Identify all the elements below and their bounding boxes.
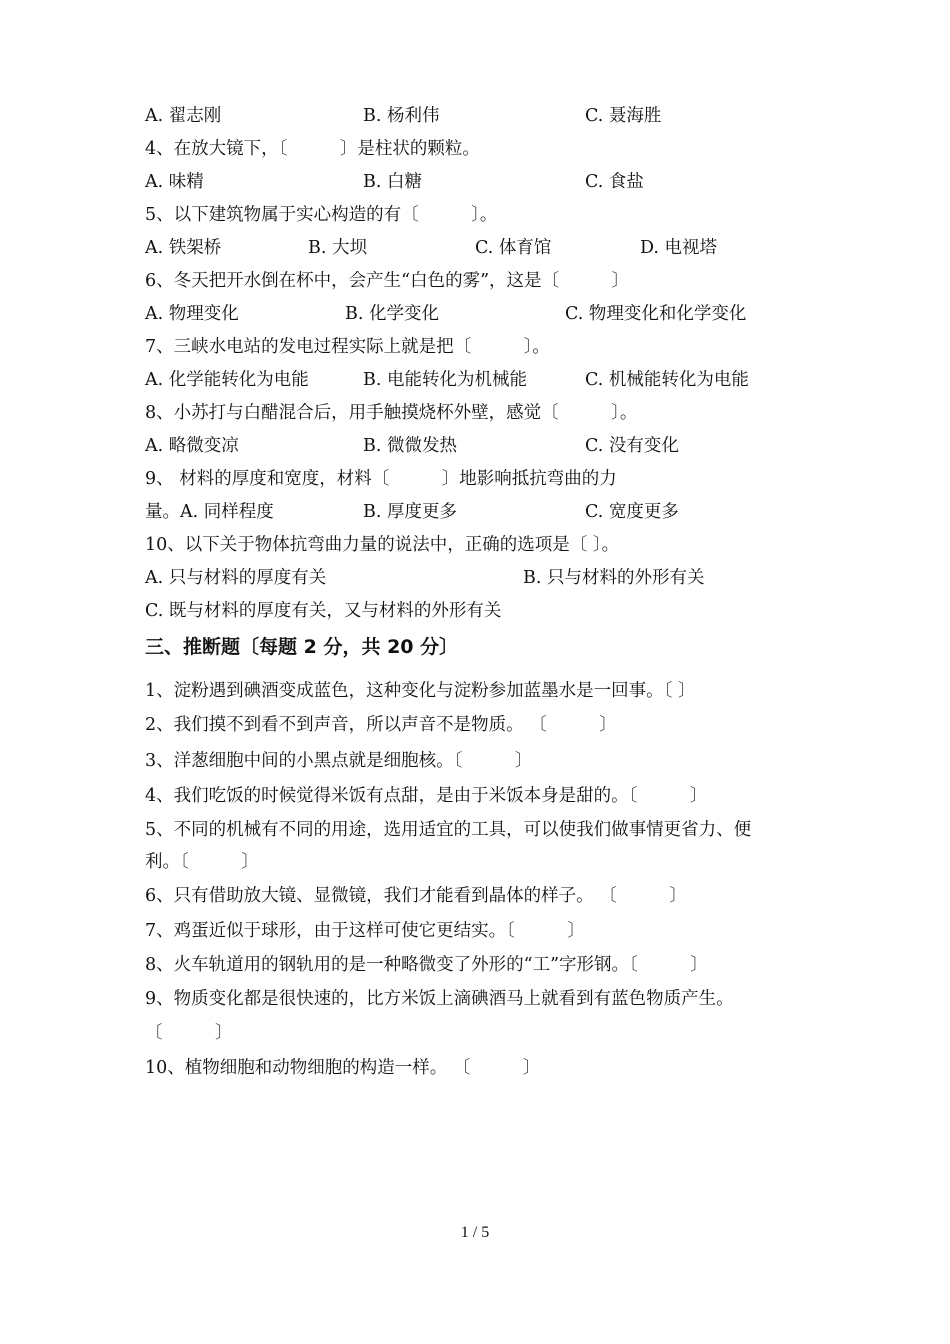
judgment-item-5-line1: 5、不同的机械有不同的用途，选用适宜的工具，可以使我们做事情更省力、便 xyxy=(145,820,752,840)
q3-option-c: C. 聂海胜 xyxy=(585,106,662,126)
q4-option-c: C. 食盐 xyxy=(585,172,644,192)
q6-option-a: A. 物理变化 xyxy=(145,304,239,324)
judgment-item-8: 8、火车轨道用的钢轨用的是一种略微变了外形的“工”字形钢。〔 〕 xyxy=(145,955,708,975)
section-3-heading: 三、推断题〔每题 2 分，共 20 分〕 xyxy=(145,636,459,658)
q7-question: 7、三峡水电站的发电过程实际上就是把〔 〕。 xyxy=(145,337,550,357)
judgment-item-4: 4、我们吃饭的时候觉得米饭有点甜，是由于米饭本身是甜的。〔 〕 xyxy=(145,786,708,806)
q4-question: 4、在放大镜下，〔 〕是柱状的颗粒。 xyxy=(145,139,480,159)
judgment-item-3: 3、洋葱细胞中间的小黑点就是细胞核。〔 〕 xyxy=(145,751,533,771)
judgment-item-10: 10、植物细胞和动物细胞的构造一样。 〔 〕 xyxy=(145,1058,541,1078)
q10-option-c: C. 既与材料的厚度有关，又与材料的外形有关 xyxy=(145,601,502,621)
q8-option-c: C. 没有变化 xyxy=(585,436,679,456)
judgment-item-5-line2: 利。〔 〕 xyxy=(145,852,259,872)
q6-option-c: C. 物理变化和化学变化 xyxy=(565,304,747,324)
q10-option-a: A. 只与材料的厚度有关 xyxy=(145,568,327,588)
q8-option-a: A. 略微变凉 xyxy=(145,436,239,456)
q10-question: 10、以下关于物体抗弯曲力量的说法中，正确的选项是〔 〕。 xyxy=(145,535,620,555)
judgment-item-7: 7、鸡蛋近似于球形，由于这样可使它更结实。〔 〕 xyxy=(145,921,585,941)
q3-option-b: B. 杨利伟 xyxy=(363,106,440,126)
q5-option-a: A. 铁架桥 xyxy=(145,238,222,258)
q9-option-c: C. 宽度更多 xyxy=(585,502,679,522)
q4-option-a: A. 味精 xyxy=(145,172,204,192)
q3-option-a: A. 翟志刚 xyxy=(145,106,222,126)
q8-question: 8、小苏打与白醋混合后，用手触摸烧杯外壁，感觉〔 〕。 xyxy=(145,403,638,423)
q7-option-c: C. 机械能转化为电能 xyxy=(585,370,749,390)
judgment-item-1: 1、淀粉遇到碘酒变成蓝色，这种变化与淀粉参加蓝墨水是一回事。〔 〕 xyxy=(145,681,696,701)
judgment-item-2: 2、我们摸不到看不到声音，所以声音不是物质。 〔 〕 xyxy=(145,715,617,735)
q7-option-b: B. 电能转化为机械能 xyxy=(363,370,527,390)
q9-option-b: B. 厚度更多 xyxy=(363,502,457,522)
q9-question-line2-option-a: 量。A. 同样程度 xyxy=(145,502,274,522)
q7-option-a: A. 化学能转化为电能 xyxy=(145,370,309,390)
q5-option-d: D. 电视塔 xyxy=(640,238,718,258)
q6-option-b: B. 化学变化 xyxy=(345,304,439,324)
q5-option-c: C. 体育馆 xyxy=(475,238,552,258)
judgment-item-9-line2: 〔 〕 xyxy=(145,1023,233,1043)
q5-question: 5、以下建筑物属于实心构造的有〔 〕。 xyxy=(145,205,498,225)
q9-question-line1: 9、 材料的厚度和宽度，材料〔 〕地影响抵抗弯曲的力 xyxy=(145,469,617,489)
judgment-item-9-line1: 9、物质变化都是很快速的，比方米饭上滴碘酒马上就看到有蓝色物质产生。 xyxy=(145,989,734,1009)
q5-option-b: B. 大坝 xyxy=(308,238,367,258)
q6-question: 6、冬天把开水倒在杯中，会产生“白色的雾”，这是〔 〕 xyxy=(145,271,630,291)
q10-option-b: B. 只与材料的外形有关 xyxy=(523,568,705,588)
q4-option-b: B. 白糖 xyxy=(363,172,422,192)
judgment-item-6: 6、只有借助放大镜、显微镜，我们才能看到晶体的样子。 〔 〕 xyxy=(145,886,687,906)
page-number: 1 / 5 xyxy=(460,1224,490,1241)
q8-option-b: B. 微微发热 xyxy=(363,436,457,456)
